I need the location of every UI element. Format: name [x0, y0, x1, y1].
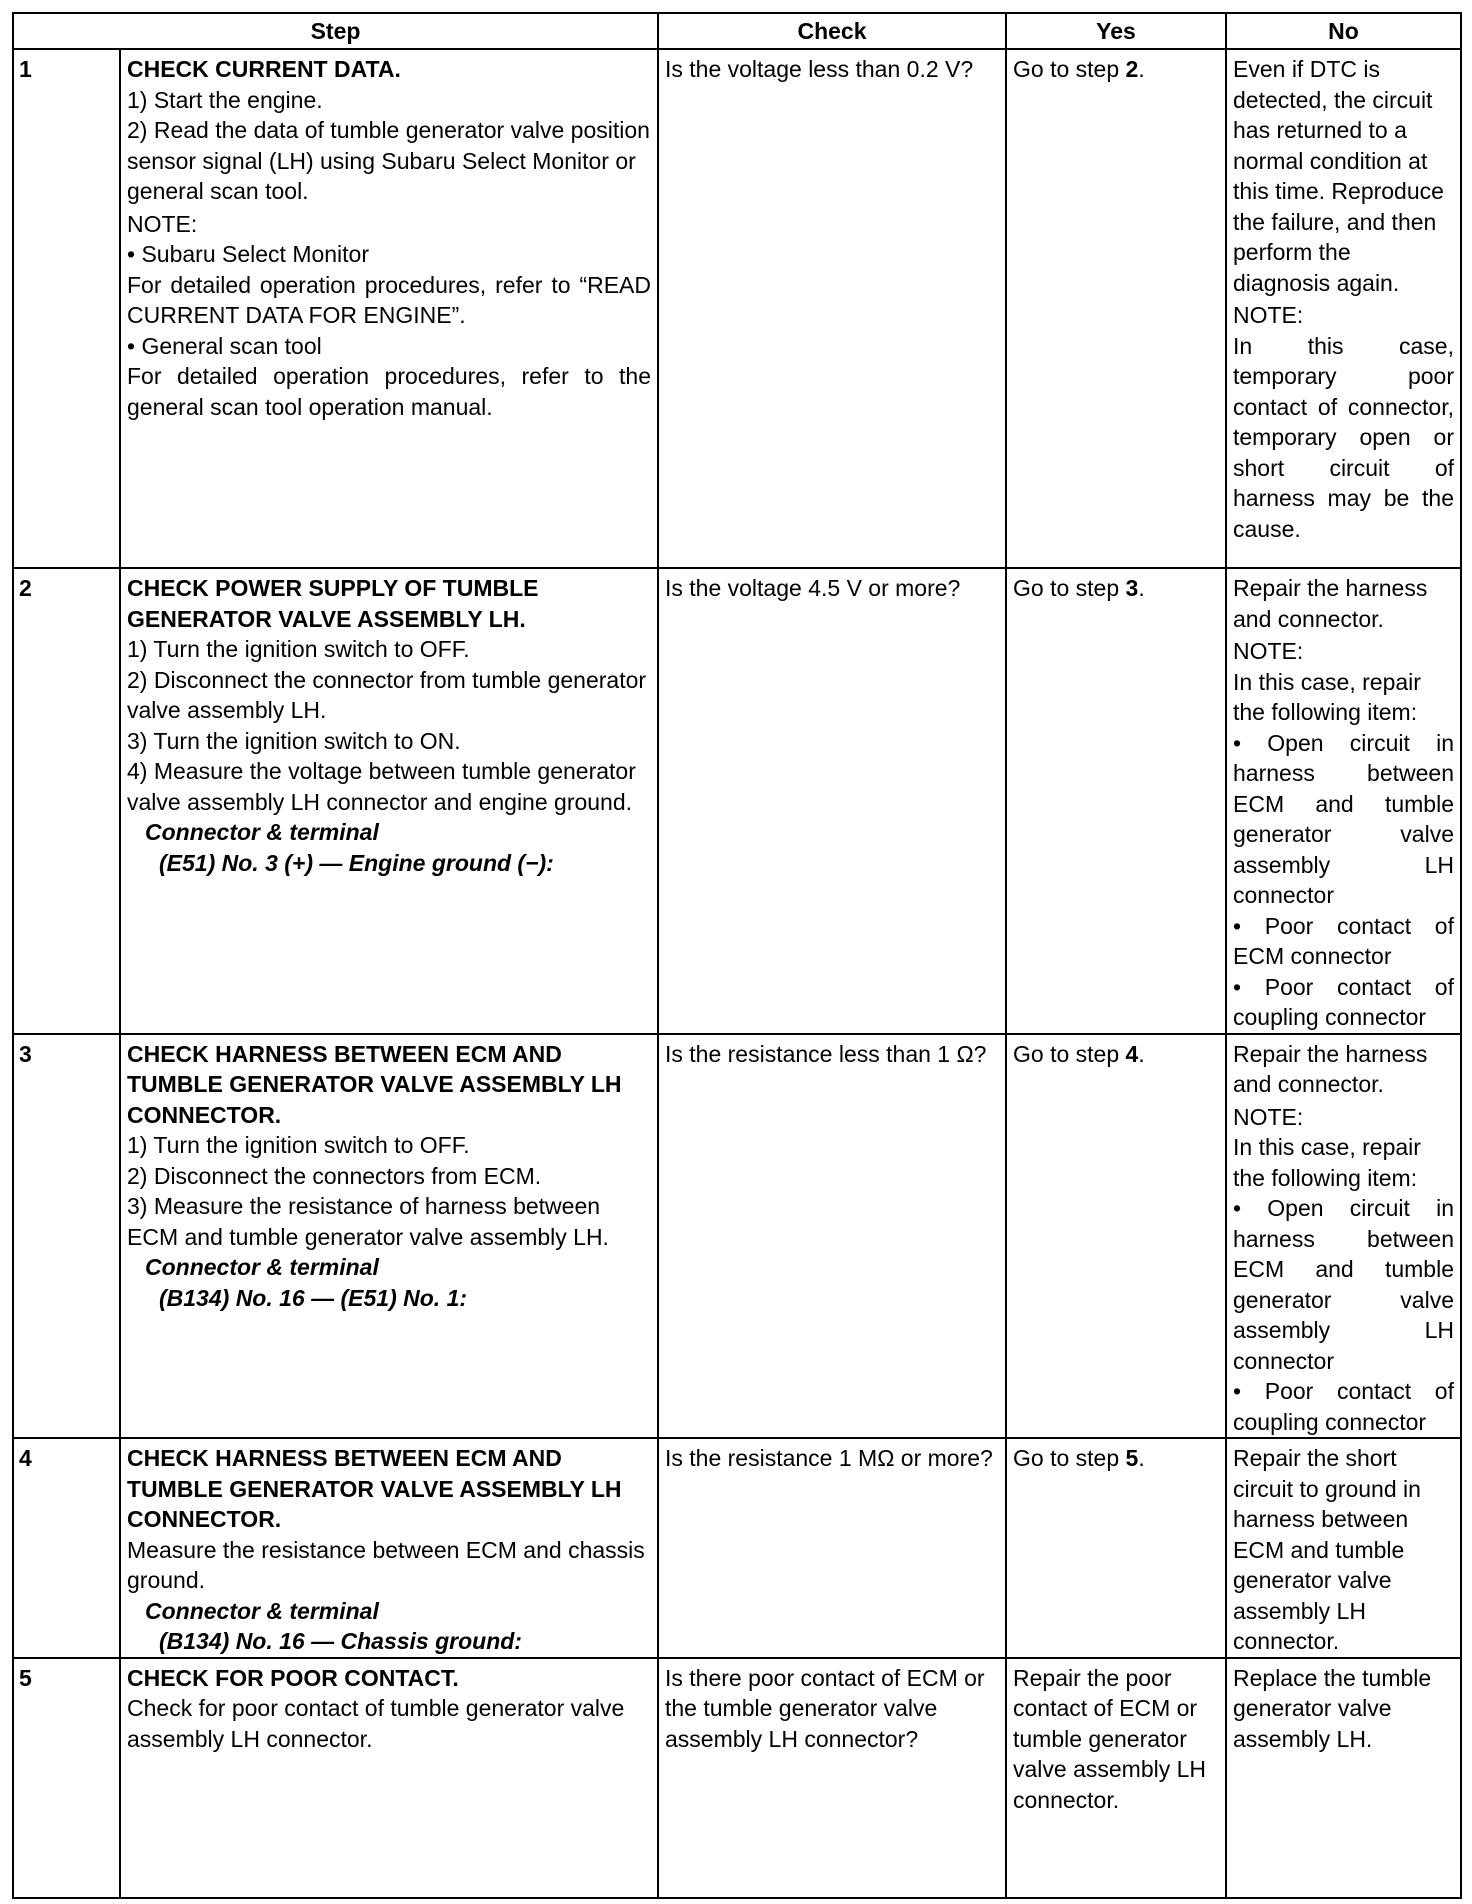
yes-text: Go to step — [1013, 575, 1126, 601]
check-cell: Is the voltage less than 0.2 V? — [658, 49, 1006, 568]
no-line: • Open circuit in harness between ECM and tumble generator valve assembly LH connector — [1233, 729, 1454, 908]
no-line: Repair the harness and connector. — [1233, 1040, 1428, 1097]
step-line: • Subaru Select Monitor — [127, 241, 370, 267]
table-row-step-3 — [13, 1034, 1461, 1439]
check-cell: Is the voltage 4.5 V or more? — [658, 568, 1006, 1034]
step-line: 2) Read the data of tumble generator valve position sensor signal (LH) using Subaru Select Monitor or general scan tool. — [127, 117, 650, 204]
connector-terminal-label: Connector & terminal — [145, 819, 379, 845]
table-row-step-5 — [13, 1658, 1461, 1899]
no-line: • Poor contact of coupling connector — [1233, 973, 1454, 1030]
header-yes: Yes — [1006, 13, 1226, 49]
step-line: 3) Measure the resistance of harness between ECM and tumble generator valve assembly LH. — [127, 1193, 609, 1250]
yes-cell — [1006, 568, 1226, 1034]
connector-terminal-label: Connector & terminal — [145, 1254, 379, 1280]
step-description — [120, 1438, 658, 1658]
step-line: Check for poor contact of tumble generator valve assembly LH connector. — [127, 1695, 625, 1752]
yes-cell — [1006, 1034, 1226, 1439]
step-line: 4) Measure the voltage between tumble generator valve assembly LH connector and engine ground. — [127, 758, 636, 815]
step-line: 1) Turn the ignition switch to OFF. — [127, 636, 470, 662]
step-description — [120, 1658, 658, 1899]
step-description — [120, 1034, 658, 1439]
yes-step-number: 5 — [1125, 1445, 1139, 1471]
note-label: NOTE: — [1233, 1103, 1304, 1130]
note-label: NOTE: — [127, 210, 198, 237]
step-title: CHECK FOR POOR CONTACT. — [127, 1664, 459, 1691]
step-line: 1) Start the engine. — [127, 86, 323, 113]
step-number: 4 — [13, 1438, 120, 1658]
no-line: Replace the tumble generator valve assembly LH. — [1233, 1664, 1432, 1752]
step-line: 1) Turn the ignition switch to OFF. — [127, 1132, 470, 1158]
connector-terminal-label: Connector & terminal — [145, 1597, 379, 1624]
table-row-step-4 — [13, 1438, 1461, 1658]
header-no: No — [1226, 13, 1461, 49]
step-description — [120, 49, 658, 568]
step-line: For detailed operation procedures, refer to the general scan tool operation manual. — [127, 363, 651, 420]
step-number: 1 — [13, 49, 120, 568]
step-description — [120, 568, 658, 1034]
yes-text: Go to step — [1013, 1445, 1126, 1471]
step-line: Measure the resistance between ECM and chassis ground. — [127, 1536, 645, 1593]
no-cell — [1226, 1658, 1461, 1899]
no-line: • Poor contact of coupling connector — [1233, 1378, 1454, 1435]
step-line: For detailed operation procedures, refer to “READ CURRENT DATA FOR ENGINE”. — [127, 271, 651, 328]
no-line: In this case, repair the following item: — [1233, 1134, 1421, 1191]
yes-step-number: 3 — [1125, 575, 1139, 601]
no-cell — [1226, 568, 1461, 1034]
step-line: • General scan tool — [127, 332, 322, 359]
no-line: In this case, repair the following item: — [1233, 668, 1421, 725]
no-line: • Poor contact of ECM connector — [1233, 912, 1454, 969]
no-line: • Open circuit in harness between ECM and tumble generator valve assembly LH connector — [1233, 1195, 1454, 1374]
no-cell — [1226, 49, 1461, 568]
step-number: 3 — [13, 1034, 120, 1439]
step-line: 2) Disconnect the connectors from ECM. — [127, 1162, 542, 1189]
no-cell — [1226, 1438, 1461, 1658]
header-check: Check — [658, 13, 1006, 49]
no-line: Repair the harness and connector. — [1233, 575, 1428, 632]
check-cell: Is the resistance less than 1 Ω? — [658, 1034, 1006, 1439]
step-line: 2) Disconnect the connector from tumble generator valve assembly LH. — [127, 666, 647, 723]
check-cell: Is the resistance 1 MΩ or more? — [658, 1438, 1006, 1658]
yes-text: Go to step — [1013, 56, 1126, 82]
step-title: CHECK HARNESS BETWEEN ECM AND TUMBLE GENERATOR VALVE ASSEMBLY LH CONNECTOR. — [127, 1445, 622, 1532]
yes-step-number: 4 — [1125, 1040, 1139, 1067]
no-line: Repair the short circuit to ground in harness between ECM and tumble generator valve assembly LH connector. — [1233, 1445, 1421, 1654]
yes-cell — [1006, 1438, 1226, 1658]
no-line: In this case, temporary poor contact of connector, temporary open or short circuit of harness may be the cause. — [1233, 332, 1454, 542]
header-step: Step — [13, 13, 658, 49]
yes-cell — [1006, 49, 1226, 568]
step-number: 2 — [13, 568, 120, 1034]
note-label: NOTE: — [1233, 638, 1304, 664]
connector-terminal-value: (E51) No. 3 (+) — Engine ground (−): — [159, 849, 554, 876]
note-label: NOTE: — [1233, 302, 1304, 328]
table-row-step-2 — [13, 568, 1461, 1034]
step-title: CHECK HARNESS BETWEEN ECM AND TUMBLE GENERATOR VALVE ASSEMBLY LH CONNECTOR. — [127, 1040, 622, 1128]
step-number: 5 — [13, 1658, 120, 1899]
yes-step-number: 2 — [1125, 56, 1139, 82]
no-cell — [1226, 1034, 1461, 1439]
yes-suffix: . — [1138, 1445, 1145, 1471]
yes-suffix: . — [1138, 575, 1145, 601]
table-row-step-1 — [13, 49, 1461, 568]
connector-terminal-value: (B134) No. 16 — Chassis ground: — [159, 1628, 522, 1654]
yes-suffix: . — [1138, 56, 1145, 82]
yes-text: Go to step — [1013, 1040, 1126, 1067]
step-title: CHECK POWER SUPPLY OF TUMBLE GENERATOR VALVE ASSEMBLY LH. — [127, 575, 539, 632]
yes-suffix: . — [1138, 1040, 1145, 1067]
step-title: CHECK CURRENT DATA. — [127, 56, 401, 82]
connector-terminal-value: (B134) No. 16 — (E51) No. 1: — [159, 1284, 468, 1311]
no-line: Even if DTC is detected, the circuit has returned to a normal condition at this time. Reproduce the failure, and then perform the diagnosis again. — [1233, 56, 1444, 296]
diagnostic-table — [12, 12, 1462, 1899]
step-line: 3) Turn the ignition switch to ON. — [127, 727, 461, 754]
header-row — [13, 13, 1461, 49]
check-cell: Is there poor contact of ECM or the tumble generator valve assembly LH connector? — [658, 1658, 1006, 1899]
yes-cell: Repair the poor contact of ECM or tumble generator valve assembly LH connector. — [1006, 1658, 1226, 1899]
